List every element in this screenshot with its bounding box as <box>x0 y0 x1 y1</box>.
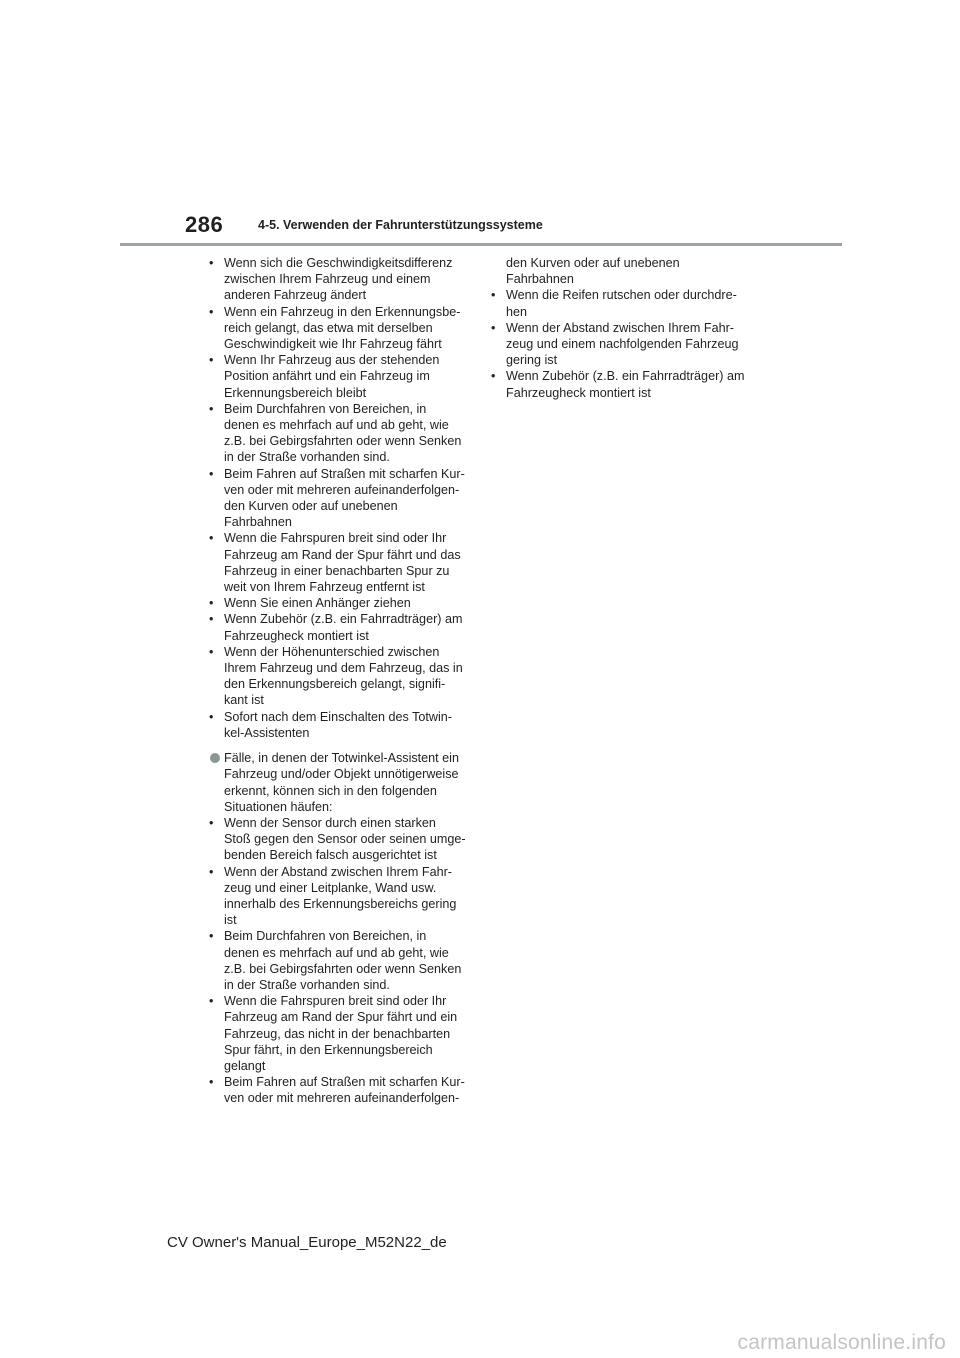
continuation-line <box>209 1042 479 1058</box>
continuation-line <box>209 368 479 384</box>
bullet-icon: • <box>209 612 214 627</box>
continuation-line <box>209 912 479 928</box>
line-text: Fahrzeug am Rand der Spur fährt und ein <box>224 1010 458 1025</box>
bullet-item <box>209 993 479 1009</box>
continuation-line <box>209 676 479 692</box>
continuation-line <box>209 725 479 741</box>
line-text: z.B. bei Gebirgsfahrten oder wenn Senken <box>224 961 462 976</box>
line-text: Fahrzeug, das nicht in der benachbarten <box>224 1026 451 1041</box>
line-text: Wenn Sie einen Anhänger ziehen <box>224 596 411 611</box>
line-text: Wenn der Sensor durch einen starken <box>224 815 436 830</box>
bullet-icon: • <box>209 596 214 611</box>
line-text: Fahrzeugheck montiert ist <box>506 385 651 400</box>
bullet-item <box>209 611 479 627</box>
bullet-icon: • <box>209 1075 214 1090</box>
continuation-line <box>209 692 479 708</box>
bullet-item <box>209 352 479 368</box>
continuation-line <box>209 271 479 287</box>
line-text: den Kurven oder auf unebenen <box>506 256 680 270</box>
line-text: Fahrbahnen <box>506 272 574 287</box>
bullet-icon: • <box>209 864 214 879</box>
line-text: Ihrem Fahrzeug und dem Fahrzeug, das in <box>224 661 463 676</box>
continuation-line <box>491 352 761 368</box>
continuation-line <box>209 482 479 498</box>
continuation-line <box>209 766 479 782</box>
bullet-item <box>491 320 761 336</box>
line-text: ven oder mit mehreren aufeinanderfolgen- <box>224 482 460 497</box>
bullet-item <box>209 530 479 546</box>
line-text: denen es mehrfach auf und ab geht, wie <box>224 418 449 433</box>
line-text: Wenn ein Fahrzeug in den Erkennungsbe- <box>224 304 461 319</box>
circle-bullet-icon <box>210 753 220 763</box>
continuation-line <box>209 799 479 815</box>
continuation-line <box>209 961 479 977</box>
bullet-item <box>209 595 479 611</box>
continuation-line <box>209 336 479 352</box>
line-text: Wenn die Fahrspuren breit sind oder Ihr <box>224 994 447 1009</box>
continuation-line <box>209 320 479 336</box>
continuation-line <box>209 563 479 579</box>
continuation-line <box>209 579 479 595</box>
continuation-line <box>209 287 479 303</box>
bullet-icon: • <box>491 288 496 303</box>
line-text: weit von Ihrem Fahrzeug entfernt ist <box>224 580 425 595</box>
bullet-icon: • <box>209 353 214 368</box>
bullet-item <box>209 644 479 660</box>
continuation-line <box>209 433 479 449</box>
bullet-item <box>209 815 479 831</box>
continuation-line <box>209 1009 479 1025</box>
continuation-line <box>209 417 479 433</box>
bullet-item <box>491 287 761 303</box>
bullet-item <box>209 466 479 482</box>
line-text: Wenn der Höhenunterschied zwischen <box>224 644 440 659</box>
line-text: zeug und einem nachfolgenden Fahrzeug <box>506 337 739 352</box>
line-text: Spur fährt, in den Erkennungsbereich <box>224 1042 433 1057</box>
continuation-line <box>209 977 479 993</box>
line-text: Fahrbahnen <box>224 515 292 530</box>
bullet-icon: • <box>209 815 214 830</box>
line-text: anderen Fahrzeug ändert <box>224 288 367 303</box>
line-text: Wenn die Fahrspuren breit sind oder Ihr <box>224 531 447 546</box>
continuation-line <box>209 945 479 961</box>
line-text: Wenn der Abstand zwischen Ihrem Fahr- <box>506 320 734 335</box>
bullet-icon: • <box>209 929 214 944</box>
bullet-item <box>209 1074 479 1090</box>
line-text: Fahrzeug am Rand der Spur fährt und das <box>224 547 461 562</box>
continuation-line <box>209 514 479 530</box>
continuation-line <box>491 304 761 320</box>
bullet-icon: • <box>209 304 214 319</box>
line-text: gelangt <box>224 1058 266 1073</box>
line-text: kant ist <box>224 693 264 708</box>
bullet-icon: • <box>209 531 214 546</box>
line-text: Fahrzeugheck montiert ist <box>224 628 369 643</box>
line-text: Situationen häufen: <box>224 799 333 814</box>
bullet-icon: • <box>209 256 214 270</box>
page-number: 286 <box>185 212 224 237</box>
line-text: Wenn die Reifen rutschen oder durchdre- <box>506 288 737 303</box>
bullet-item <box>209 304 479 320</box>
bullet-icon: • <box>209 994 214 1009</box>
line-text: kel-Assistenten <box>224 725 310 740</box>
line-text: Wenn der Abstand zwischen Ihrem Fahr- <box>224 864 452 879</box>
line-text: Wenn Ihr Fahrzeug aus der stehenden <box>224 353 440 368</box>
continuation-line <box>209 1026 479 1042</box>
line-text: Beim Durchfahren von Bereichen, in <box>224 929 427 944</box>
continuation-line <box>209 498 479 514</box>
line-text: Beim Fahren auf Straßen mit scharfen Kur- <box>224 1075 465 1090</box>
bullet-item <box>209 709 479 725</box>
bullet-item <box>491 368 761 384</box>
line-text: in der Straße vorhanden sind. <box>224 977 390 992</box>
line-text: zeug und einer Leitplanke, Wand usw. <box>224 880 437 895</box>
line-text: Fälle, in denen der Totwinkel-Assistent ein <box>224 751 459 766</box>
bullet-item <box>209 401 479 417</box>
continuation-line <box>209 1058 479 1074</box>
continuation-line <box>209 783 479 799</box>
line-text: zwischen Ihrem Fahrzeug und einem <box>224 272 431 287</box>
continuation-line <box>491 255 761 271</box>
continuation-line <box>491 336 761 352</box>
bullet-icon: • <box>491 320 496 335</box>
line-text: Position anfährt und ein Fahrzeug im <box>224 369 430 384</box>
line-text: Wenn sich die Geschwindigkeitsdifferenz <box>224 256 453 270</box>
line-text: ist <box>224 913 237 928</box>
continuation-line <box>209 831 479 847</box>
bullet-icon: • <box>209 401 214 416</box>
paragraph-gap <box>209 741 479 750</box>
line-text: Stoß gegen den Sensor oder seinen umge- <box>224 832 466 847</box>
line-text: Fahrzeug in einer benachbarten Spur zu <box>224 563 450 578</box>
continuation-line <box>209 660 479 676</box>
continuation-line <box>209 385 479 401</box>
line-text: Erkennungsbereich bleibt <box>224 385 367 400</box>
bullet-icon: • <box>491 369 496 384</box>
continuation-line <box>209 628 479 644</box>
continuation-line <box>209 847 479 863</box>
section-paragraph <box>209 750 479 766</box>
line-text: den Erkennungsbereich gelangt, signifi- <box>224 677 446 692</box>
header-divider <box>120 243 842 246</box>
continuation-line <box>209 547 479 563</box>
footer-manual-id: CV Owner's Manual_Europe_M52N22_de <box>167 1234 447 1251</box>
line-text: reich gelangt, das etwa mit derselben <box>224 320 433 335</box>
continuation-line <box>209 896 479 912</box>
line-text: gering ist <box>506 353 558 368</box>
bullet-item <box>209 928 479 944</box>
bullet-item <box>209 864 479 880</box>
continuation-line <box>491 271 761 287</box>
line-text: Geschwindigkeit wie Ihr Fahrzeug fährt <box>224 337 442 352</box>
bullet-icon: • <box>209 644 214 659</box>
line-text: hen <box>506 304 528 319</box>
line-text: innerhalb des Erkennungsbereichs gering <box>224 896 457 911</box>
bullet-icon: • <box>209 466 214 481</box>
line-text: Beim Fahren auf Straßen mit scharfen Kur- <box>224 466 465 481</box>
line-text: in der Straße vorhanden sind. <box>224 450 390 465</box>
line-text: Sofort nach dem Einschalten des Totwin- <box>224 709 452 724</box>
watermark: carmanualsonline.info <box>737 1331 946 1354</box>
line-text: ven oder mit mehreren aufeinanderfolgen- <box>224 1091 460 1106</box>
left-text-column <box>209 255 479 1107</box>
line-text: erkennt, können sich in den folgenden <box>224 783 437 798</box>
bullet-item <box>209 255 479 271</box>
continuation-line <box>209 449 479 465</box>
bullet-icon: • <box>209 709 214 724</box>
right-text-column <box>491 255 761 401</box>
section-title: 4-5. Verwenden der Fahrunterstützungssysteme <box>258 218 543 232</box>
line-text: den Kurven oder auf unebenen <box>224 499 398 514</box>
line-text: Beim Durchfahren von Bereichen, in <box>224 401 427 416</box>
continuation-line <box>209 880 479 896</box>
continuation-line <box>209 1090 479 1106</box>
continuation-line <box>491 385 761 401</box>
line-text: Fahrzeug und/oder Objekt unnötigerweise <box>224 767 459 782</box>
line-text: Wenn Zubehör (z.B. ein Fahrradträger) am <box>224 612 463 627</box>
line-text: benden Bereich falsch ausgerichtet ist <box>224 848 437 863</box>
line-text: Wenn Zubehör (z.B. ein Fahrradträger) am <box>506 369 745 384</box>
line-text: z.B. bei Gebirgsfahrten oder wenn Senken <box>224 434 462 449</box>
line-text: denen es mehrfach auf und ab geht, wie <box>224 945 449 960</box>
